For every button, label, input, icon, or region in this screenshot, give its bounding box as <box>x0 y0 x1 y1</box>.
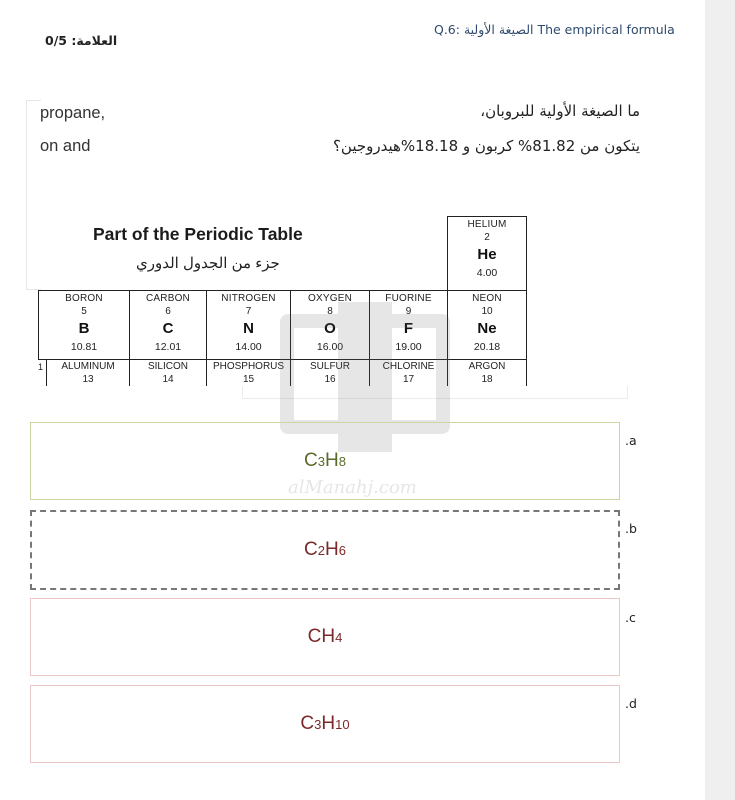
formula-subscript: 3 <box>314 716 322 732</box>
formula-subscript: 8 <box>338 453 346 469</box>
element-number: 5 <box>81 306 87 317</box>
option-letter-c: .c <box>625 610 636 625</box>
periodic-table-title: Part of the Periodic Table <box>93 224 303 244</box>
element-name: OXYGEN <box>308 293 352 304</box>
formula-symbol: C <box>300 713 315 734</box>
question-text-english-2: on and <box>40 137 91 155</box>
element-number: 16 <box>324 374 336 385</box>
element-mass: 20.18 <box>473 341 501 353</box>
element-symbol: C <box>162 320 174 337</box>
cropped-row-marker: 1 <box>38 362 44 372</box>
element-number: 6 <box>165 306 171 317</box>
element-symbol: F <box>403 320 414 337</box>
formula-subscript: 10 <box>335 716 350 732</box>
element-name: ALUMINUM <box>61 361 115 372</box>
element-name: SULFUR <box>309 361 350 372</box>
element-name: ARGON <box>468 361 506 372</box>
element-name: HELIUM <box>467 219 507 230</box>
element-number: 13 <box>82 374 94 385</box>
formula-symbol: H <box>321 713 336 734</box>
element-name: BORON <box>65 293 103 304</box>
element-number: 9 <box>405 306 412 317</box>
element-cell-neon <box>447 290 527 360</box>
element-mass: 19.00 <box>395 341 422 353</box>
formula-symbol: H <box>325 539 339 560</box>
option-letter-a: .a <box>625 433 637 448</box>
periodic-table-image <box>38 216 528 386</box>
element-cell-argon <box>447 359 527 386</box>
element-number: 10 <box>481 306 493 317</box>
formula-subscript: 6 <box>338 542 346 558</box>
image-crop-edge <box>242 386 628 399</box>
option-letter-d: .d <box>625 696 637 711</box>
element-symbol: N <box>243 320 254 337</box>
element-number: 8 <box>327 306 333 317</box>
answer-option-b[interactable] <box>30 510 620 590</box>
formula-symbol: C <box>304 450 318 471</box>
element-cell-sulfur <box>290 359 370 386</box>
element-name: FUORINE <box>385 293 432 304</box>
element-mass: 12.01 <box>154 341 182 353</box>
element-mass: 10.81 <box>70 341 98 353</box>
element-symbol: O <box>324 320 336 337</box>
question-text-arabic-2: يتكون من 81.82% كربون و 18.18%هيدروجين؟ <box>332 137 640 155</box>
element-symbol: Ne <box>477 320 497 337</box>
element-cell-helium <box>447 216 527 291</box>
periodic-table-subtitle: جزء من الجدول الدوري <box>136 255 280 272</box>
element-cell-oxygen <box>290 290 370 360</box>
element-number: 17 <box>402 374 415 385</box>
answer-option-c[interactable] <box>30 598 620 676</box>
element-symbol: He <box>477 246 497 263</box>
element-number: 7 <box>245 306 252 317</box>
element-number: 15 <box>242 374 255 385</box>
element-cell-nitrogen <box>206 290 291 360</box>
question-text-english-1: propane, <box>40 104 106 122</box>
element-cell-aluminum <box>46 359 130 386</box>
element-name: NITROGEN <box>221 293 276 304</box>
element-mass: 14.00 <box>235 341 262 353</box>
element-name: SILICON <box>147 361 188 372</box>
element-cell-fluorine <box>369 290 448 360</box>
element-cell-silicon <box>129 359 207 386</box>
formula-subscript: 4 <box>335 629 343 645</box>
answer-option-d[interactable] <box>30 685 620 763</box>
element-cell-carbon <box>129 290 207 360</box>
element-number: 2 <box>484 232 490 243</box>
right-sidebar <box>705 0 735 800</box>
question-text-arabic-1: ما الصيغة الأولية للبروبان، <box>480 102 640 120</box>
element-cell-phosphorus <box>206 359 291 386</box>
element-cell-chlorine <box>369 359 448 386</box>
watermark-text: alManahj.com <box>288 477 417 498</box>
element-name: NEON <box>472 293 502 304</box>
formula-symbol: C <box>304 539 318 560</box>
element-number: 14 <box>162 374 174 385</box>
formula-subscript: 3 <box>317 453 325 469</box>
element-name: CARBON <box>146 293 190 304</box>
formula-subscript: 2 <box>317 542 325 558</box>
element-cell-boron <box>38 290 130 360</box>
element-number: 18 <box>481 374 493 385</box>
element-name: CHLORINE <box>382 361 435 372</box>
option-letter-b: .b <box>625 521 637 536</box>
answer-option-a[interactable] <box>30 422 620 500</box>
formula-symbol: H <box>325 450 339 471</box>
element-name: PHOSPHORUS <box>212 361 285 372</box>
element-symbol: B <box>78 320 90 337</box>
element-mass: 16.00 <box>316 341 344 353</box>
score-label: العلامة: 0/5 <box>45 33 118 48</box>
question-title: Q.6: الصيغة الأولية The empirical formula <box>434 22 675 37</box>
formula-symbol: CH <box>307 626 336 647</box>
element-mass: 4.00 <box>476 267 498 279</box>
